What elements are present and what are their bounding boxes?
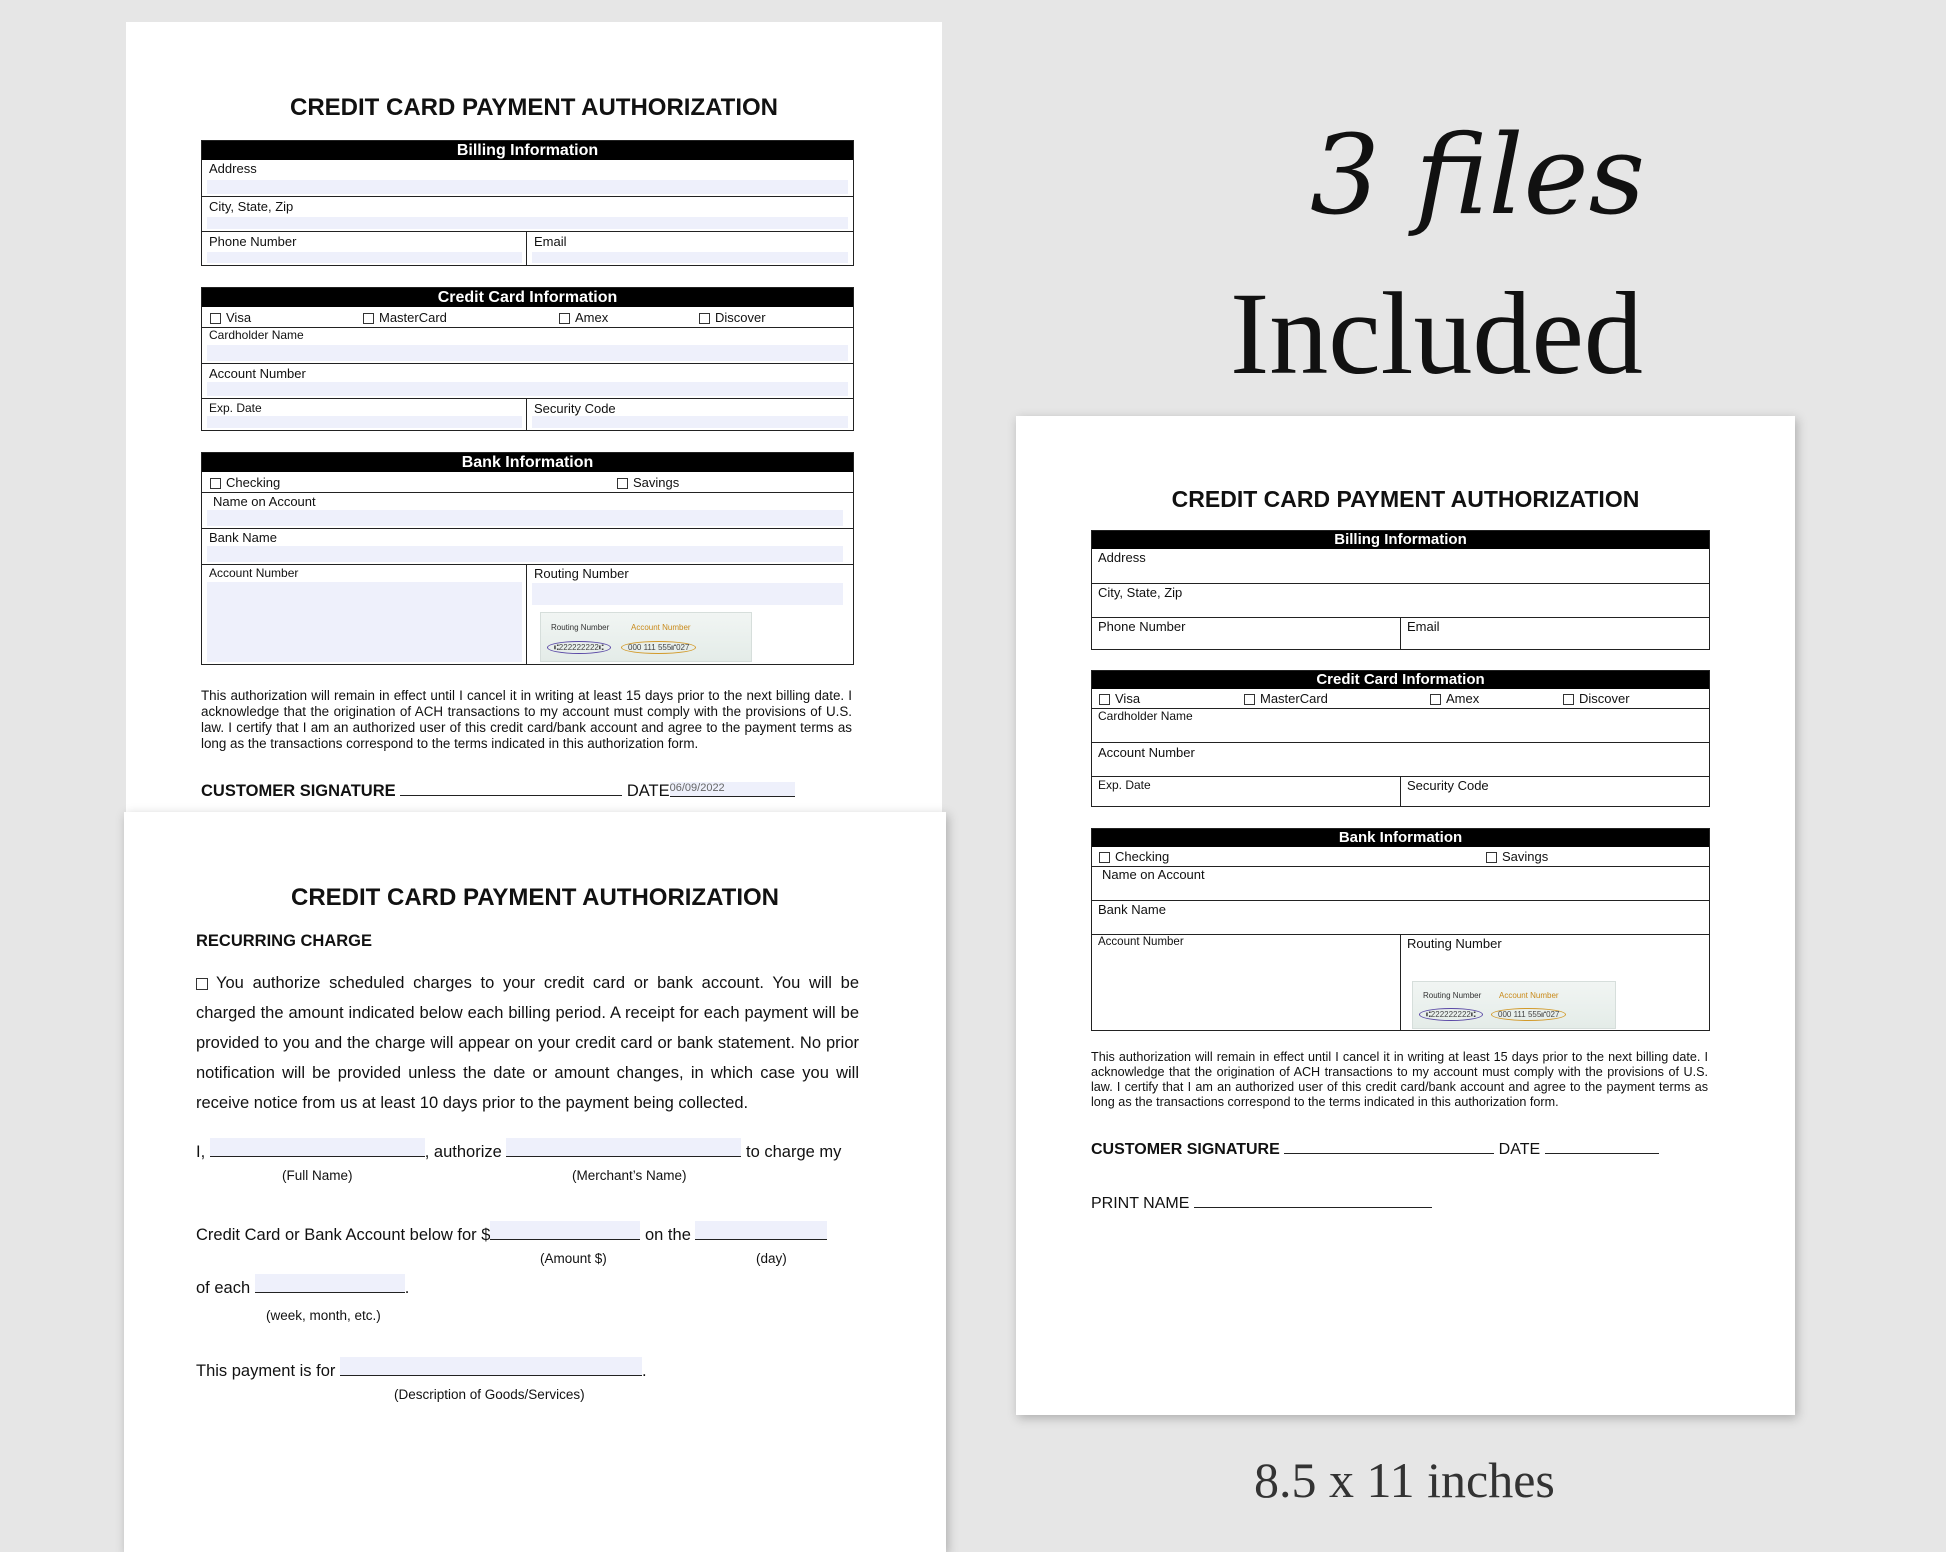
exp-security-row: [202, 399, 853, 430]
line4-prefix: This payment is for: [196, 1362, 336, 1380]
card-type-row: [202, 307, 853, 328]
bank-section-right: [1091, 828, 1710, 1031]
account-type-row-right: [1092, 847, 1709, 867]
phone-label-right: Phone Number: [1098, 619, 1186, 634]
period-caption: (week, month, etc.): [266, 1308, 381, 1323]
city-label-right: City, State, Zip: [1098, 585, 1183, 600]
included-heading: Included: [1230, 268, 1643, 399]
line1-charge: to charge my: [746, 1143, 842, 1161]
routing-field[interactable]: [532, 583, 843, 605]
visa-option[interactable]: [210, 310, 251, 325]
mastercard-checkbox[interactable]: [363, 313, 374, 324]
bank-name-row: [202, 529, 853, 565]
line3-prefix: of each: [196, 1279, 251, 1297]
form-page-right: [1016, 416, 1795, 1415]
bank-name-label-right: Bank Name: [1098, 902, 1166, 917]
routing-label-right: Routing Number: [1407, 936, 1502, 951]
mastercard-checkbox-right[interactable]: [1244, 694, 1255, 705]
bank-account-label: Account Number: [209, 566, 299, 580]
amex-checkbox-right[interactable]: [1430, 694, 1441, 705]
bank-account-label-right: Account Number: [1098, 936, 1184, 948]
authorize-line: [196, 1138, 841, 1162]
savings-label: Savings: [633, 475, 680, 490]
line2-on-the: on the: [645, 1226, 691, 1244]
phone-field[interactable]: [207, 252, 522, 263]
exp-field[interactable]: [207, 416, 522, 428]
name-on-account-row-right: [1092, 867, 1709, 901]
savings-checkbox[interactable]: [617, 478, 628, 489]
full-name-caption: (Full Name): [282, 1168, 353, 1183]
discover-label: Discover: [715, 310, 766, 325]
address-label-right: Address: [1098, 550, 1146, 565]
bank-heading: Bank Information: [202, 453, 853, 472]
exp-label: Exp. Date: [209, 401, 262, 415]
amount-line: [196, 1221, 827, 1245]
checking-checkbox[interactable]: [210, 478, 221, 489]
merchant-caption: (Merchant’s Name): [572, 1168, 687, 1183]
discover-checkbox[interactable]: [699, 313, 710, 324]
checking-label-right: Checking: [1115, 849, 1170, 864]
date-label: DATE: [626, 782, 670, 800]
security-label-right: Security Code: [1407, 778, 1489, 793]
checking-option[interactable]: [210, 475, 280, 490]
cardholder-field[interactable]: [207, 345, 848, 361]
city-field[interactable]: [207, 217, 848, 229]
address-field[interactable]: [207, 180, 848, 194]
period-line: [196, 1274, 409, 1298]
savings-option-right[interactable]: [1486, 849, 1548, 864]
check-account-caption-right: Account Number: [1499, 991, 1559, 1000]
mastercard-option[interactable]: [363, 310, 447, 325]
cardholder-row: [202, 328, 853, 364]
bank-name-field[interactable]: [207, 546, 843, 562]
signature-row: [201, 782, 795, 802]
check-account-caption: Account Number: [631, 623, 691, 632]
disclaimer-text: This authorization will remain in effect until I cancel it in writing at least 15 days prior to the next billing date. I acknowledge that the origination of ACH transactions to my account must comply with the provisions of U.S. law. I certify that I am an authorized user of this credit card/bank account and agree to the payment terms as long as the transactions correspond to the terms indicated in this authorization form.: [201, 688, 852, 751]
account-routing-row: [202, 565, 853, 664]
mastercard-option-right[interactable]: [1244, 691, 1328, 706]
bank-name-row-right: [1092, 901, 1709, 935]
card-heading-right: Credit Card Information: [1092, 671, 1709, 689]
line3-period: .: [404, 1279, 410, 1297]
exp-security-row-right: [1092, 777, 1709, 806]
savings-option[interactable]: [617, 475, 679, 490]
card-account-label-right: Account Number: [1098, 745, 1195, 760]
check-sample-image-right: [1412, 981, 1616, 1029]
disclaimer-text-right: This authorization will remain in effect until I cancel it in writing at least 15 days prior to the next billing date. I acknowledge that the origination of ACH transactions to my account must comply with the provisions of U.S. law. I certify that I am an authorized user of this credit card/bank account and agree to the payment terms as long as the transactions correspond to the terms indicated in this authorization form.: [1091, 1050, 1708, 1109]
amount-field[interactable]: [490, 1221, 640, 1240]
recurring-intro: [196, 968, 859, 1118]
email-field[interactable]: [532, 252, 848, 263]
name-on-account-label-right: Name on Account: [1102, 867, 1205, 882]
security-label: Security Code: [534, 401, 616, 416]
discover-option-right[interactable]: [1563, 691, 1630, 706]
name-on-account-field[interactable]: [207, 510, 843, 526]
card-section-right: [1091, 670, 1710, 807]
day-field[interactable]: [695, 1221, 827, 1240]
check-account-digits-right: 000 111 555⑈027: [1491, 1008, 1566, 1021]
page-size-label: 8.5 x 11 inches: [1254, 1452, 1555, 1508]
signature-row-right: [1091, 1141, 1659, 1159]
visa-label-right: Visa: [1115, 691, 1141, 706]
line2-prefix: Credit Card or Bank Account below for $: [196, 1226, 491, 1244]
savings-label-right: Savings: [1502, 849, 1549, 864]
description-field[interactable]: [340, 1357, 642, 1376]
recurring-page: [124, 812, 946, 1552]
signature-line-right[interactable]: [1284, 1153, 1494, 1154]
cardholder-label-right: Cardholder Name: [1098, 709, 1193, 723]
card-account-field[interactable]: [207, 382, 848, 396]
signature-label-right: CUSTOMER SIGNATURE: [1091, 1141, 1280, 1158]
check-routing-caption: Routing Number: [551, 623, 610, 632]
line1-i: I,: [196, 1143, 206, 1161]
name-on-account-label: Name on Account: [213, 494, 316, 509]
bank-section: [201, 452, 854, 665]
check-routing-digits-right: ⑆222222222⑆: [1419, 1008, 1483, 1021]
recurring-title: CREDIT CARD PAYMENT AUTHORIZATION: [291, 884, 779, 911]
signature-line[interactable]: [400, 795, 622, 796]
date-label-right: DATE: [1498, 1141, 1541, 1158]
check-account-digits: 000 111 555⑈027: [621, 641, 696, 654]
discover-label-right: Discover: [1579, 691, 1630, 706]
checking-checkbox-right[interactable]: [1099, 852, 1110, 863]
three-files-heading: 3 files: [1310, 111, 1646, 239]
phone-label: Phone Number: [209, 234, 297, 249]
savings-checkbox-right[interactable]: [1486, 852, 1497, 863]
security-field[interactable]: [532, 416, 848, 428]
city-label: City, State, Zip: [209, 199, 294, 214]
city-row: [202, 197, 853, 232]
check-routing-caption-right: Routing Number: [1423, 991, 1482, 1000]
description-line: [196, 1357, 647, 1381]
checking-option-right[interactable]: [1099, 849, 1169, 864]
amex-option[interactable]: [559, 310, 608, 325]
recurring-consent-checkbox[interactable]: [196, 978, 208, 990]
city-row-right: [1092, 584, 1709, 618]
visa-label: Visa: [226, 310, 252, 325]
print-name-line[interactable]: [1194, 1207, 1432, 1208]
name-on-account-row: [202, 493, 853, 529]
print-name-row: [1091, 1195, 1432, 1213]
amex-checkbox[interactable]: [559, 313, 570, 324]
recurring-subtitle: RECURRING CHARGE: [196, 932, 373, 950]
address-label: Address: [209, 161, 257, 176]
amount-caption: (Amount $): [540, 1251, 607, 1266]
signature-label: CUSTOMER SIGNATURE: [201, 782, 396, 800]
cardholder-row-right: [1092, 709, 1709, 743]
cardholder-label: Cardholder Name: [209, 328, 304, 342]
visa-checkbox[interactable]: [210, 313, 221, 324]
period-field[interactable]: [255, 1274, 405, 1293]
line1-authorize: , authorize: [424, 1143, 502, 1161]
billing-heading: Billing Information: [202, 141, 853, 160]
checking-label: Checking: [226, 475, 281, 490]
form-title: CREDIT CARD PAYMENT AUTHORIZATION: [290, 94, 778, 121]
discover-checkbox-right[interactable]: [1563, 694, 1574, 705]
card-account-row-right: [1092, 743, 1709, 777]
account-routing-row-right: [1092, 935, 1709, 1030]
amex-option-right[interactable]: [1430, 691, 1479, 706]
phone-email-row-right: [1092, 618, 1709, 649]
billing-heading-right: Billing Information: [1092, 531, 1709, 549]
discover-option[interactable]: [699, 310, 766, 325]
recurring-intro-text: You authorize scheduled charges to your credit card or bank account. You will be charged the amount indicated below each billing period. A receipt for each payment will be provided to you and the charge will appear on your credit card or bank statement. No prior notification will be provided unless the date or amount changes, in which case you will receive notice from us at least 10 days prior to the payment being collected.: [196, 974, 859, 1112]
description-caption: (Description of Goods/Services): [394, 1387, 585, 1402]
date-field[interactable]: 06/09/2022: [670, 782, 795, 797]
email-label: Email: [534, 234, 567, 249]
visa-option-right[interactable]: [1099, 691, 1140, 706]
mastercard-label-right: MasterCard: [1260, 691, 1328, 706]
card-type-row-right: [1092, 689, 1709, 709]
address-row-right: [1092, 549, 1709, 584]
bank-account-field[interactable]: [207, 582, 522, 662]
day-caption: (day): [756, 1251, 787, 1266]
mastercard-label: MasterCard: [379, 310, 447, 325]
print-name-label: PRINT NAME: [1091, 1195, 1190, 1212]
check-routing-digits: ⑆222222222⑆: [547, 641, 611, 654]
card-account-row: [202, 364, 853, 399]
account-type-row: [202, 472, 853, 493]
check-sample-image: [540, 612, 752, 662]
card-account-label: Account Number: [209, 366, 306, 381]
routing-label: Routing Number: [534, 566, 629, 581]
billing-section: [201, 140, 854, 266]
amex-label: Amex: [575, 310, 609, 325]
form-page-top-left: [126, 22, 942, 842]
address-row: [202, 160, 853, 197]
amex-label-right: Amex: [1446, 691, 1480, 706]
email-label-right: Email: [1407, 619, 1440, 634]
phone-email-row: [202, 232, 853, 265]
bank-name-label: Bank Name: [209, 530, 277, 545]
billing-section-right: [1091, 530, 1710, 650]
form-title-right: CREDIT CARD PAYMENT AUTHORIZATION: [1171, 486, 1640, 512]
card-heading: Credit Card Information: [202, 288, 853, 307]
full-name-field[interactable]: [210, 1138, 425, 1157]
bank-heading-right: Bank Information: [1092, 829, 1709, 847]
date-line-right[interactable]: [1545, 1153, 1659, 1154]
line4-period: .: [641, 1362, 647, 1380]
visa-checkbox-right[interactable]: [1099, 694, 1110, 705]
merchant-name-field[interactable]: [506, 1138, 741, 1157]
exp-label-right: Exp. Date: [1098, 778, 1151, 792]
card-section: [201, 287, 854, 431]
